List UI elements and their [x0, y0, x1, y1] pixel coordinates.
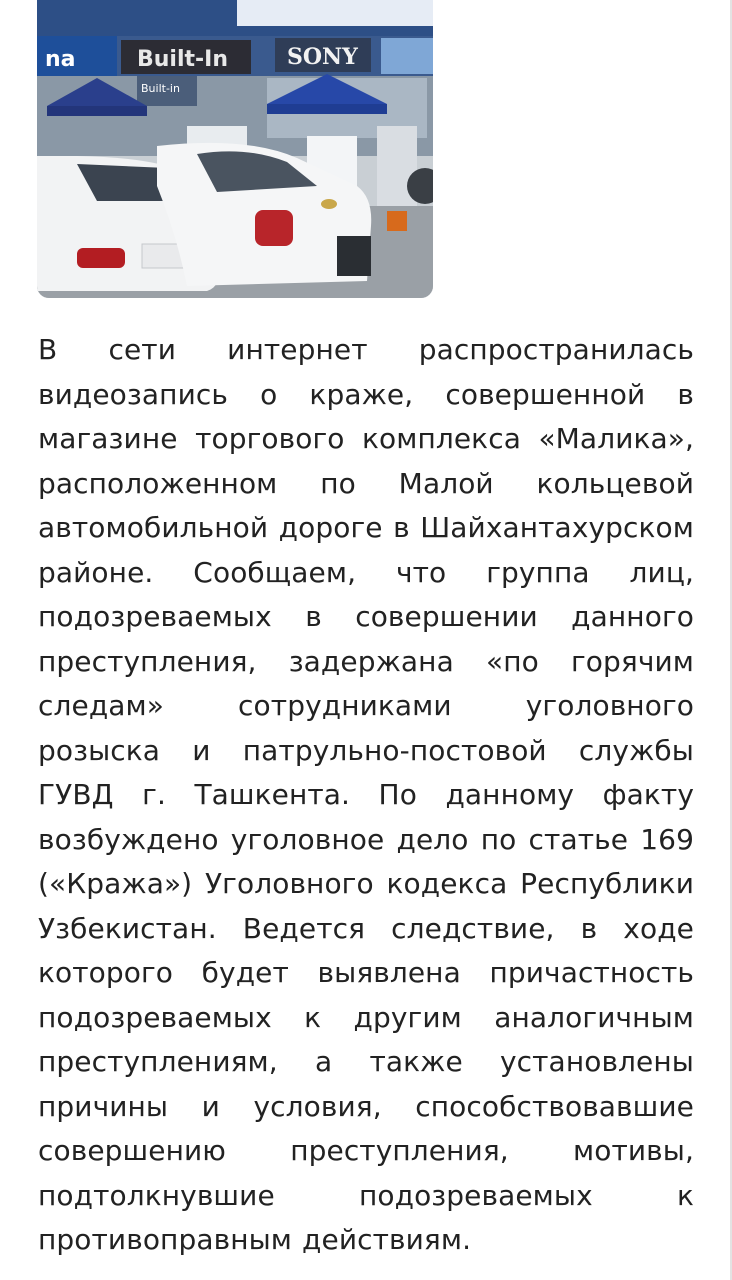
article-photo[interactable]	[37, 0, 433, 298]
svg-text:Built-In: Built-In	[137, 47, 229, 72]
svg-text:SONY: SONY	[287, 44, 358, 70]
article-body-text: В сети интернет распространилась видеозапись о краже, совершенной в магазине торгового комплекса «Малика», расположенном по Малой кольцевой автомобильной дороге в Шайхантахурском районе. Сообщаем, что группа лиц, подозреваемых в совершении данного преступления, задержана «по горячим следам» сотрудниками уголовного розыска и патрульно-постовой службы ГУВД г. Ташкента. По данному факту возбуждено уголовное дело по статье 169 («Кража») Уголовного кодекса Республики Узбекистан. Ведется следствие, в ходе которого будет выявлена причастность подозреваемых к другим аналогичным преступлениям, а также установлены причины и условия, способствовавшие совершению преступления, мотивы, подтолкнувшие подозреваемых к противоправным действиям.	[38, 333, 694, 1256]
svg-text:Built-in: Built-in	[141, 82, 180, 95]
svg-text:na: na	[45, 47, 76, 72]
